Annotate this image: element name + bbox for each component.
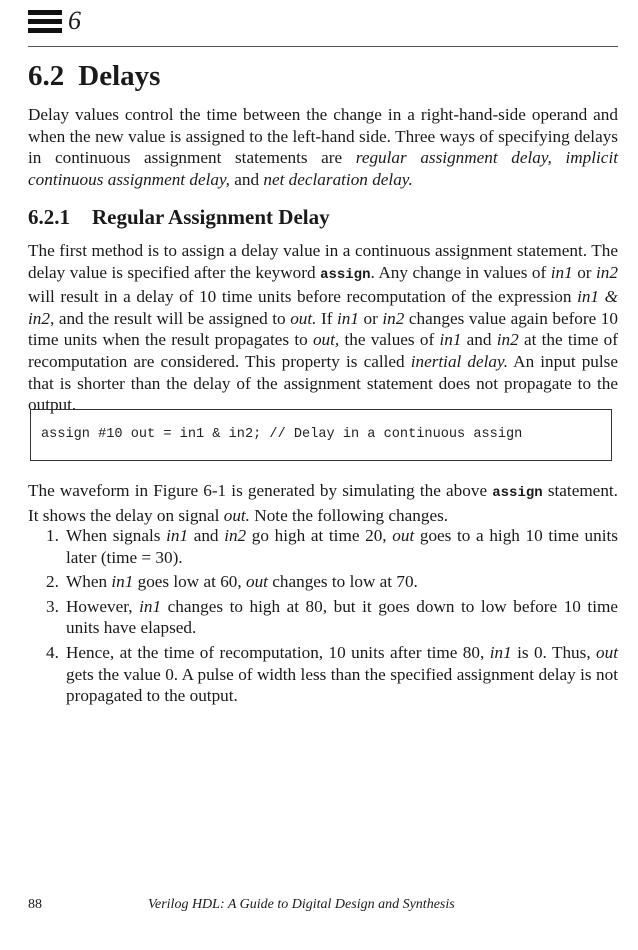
subsection-title: Regular Assignment Delay	[92, 205, 330, 229]
item-number: 3.	[46, 596, 59, 616]
section-title: Delays	[78, 60, 161, 92]
subsection-number: 6.2.1	[28, 205, 70, 229]
italic-run: in1 & in2,	[28, 287, 618, 328]
text-run: gets the value 0. A pulse of width less than the specified assignment delay is not propagated to the output.	[66, 664, 618, 706]
text-run: When	[66, 572, 112, 592]
section-heading	[28, 60, 160, 93]
italic-run: in1	[489, 642, 512, 662]
italic-run: out	[596, 642, 619, 662]
italic-run: in1	[111, 572, 134, 592]
list-item	[28, 525, 618, 568]
item-number: 2.	[46, 572, 59, 592]
item-number: 4.	[46, 642, 59, 662]
intro-paragraph	[28, 104, 618, 190]
text-run: or	[358, 308, 383, 328]
text-run: will result in a delay of 10 time units before recomputation of the expression	[28, 287, 578, 307]
italic-run: out.	[223, 505, 250, 525]
italic-run: in2	[596, 262, 618, 282]
text-run: Hence, at the time of recomputation, 10 units after time 80,	[66, 642, 490, 662]
waveform-paragraph	[28, 480, 618, 526]
text-run: goes to a high 10 time units later (time = 30).	[66, 526, 618, 567]
text-run: or	[572, 262, 597, 282]
italic-run: in2	[382, 308, 405, 328]
text-run: the values of	[339, 330, 440, 350]
italic-run: out,	[312, 330, 340, 350]
italic-run: in2	[224, 526, 247, 545]
italic-run: out	[245, 572, 268, 592]
text-run: However,	[66, 596, 140, 616]
text-run: at the time of recomputation are considered. This property is called	[28, 330, 618, 371]
text-run: is 0. Thus,	[511, 642, 597, 662]
text-run: and	[188, 526, 225, 545]
chapter-bars-icon	[28, 10, 62, 42]
text-run: If	[316, 308, 337, 328]
text-run: The waveform in Figure 6-1 is generated by simulating the above	[28, 481, 493, 500]
italic-run: inertial delay.	[410, 351, 508, 371]
text-run: goes low at 60,	[133, 572, 246, 592]
italic-run: out	[392, 526, 415, 545]
page-number: 88	[28, 897, 42, 912]
text-run: and	[461, 330, 497, 350]
text-run: . Any change in values of	[370, 262, 551, 282]
text-run: An input pulse that is shorter than the delay of the assignment statement does not propagate to the output.	[28, 351, 618, 415]
code-example-box	[30, 409, 612, 461]
italic-run: in2	[496, 330, 519, 350]
text-run: and	[229, 169, 264, 189]
header-rule	[28, 46, 618, 47]
italic-run: in1	[439, 330, 462, 350]
section-number: 6.2	[28, 60, 65, 92]
item-number: 1.	[46, 526, 59, 545]
text-run: Delay values control the time between the change in a right-hand-side operand and when the new value is assigned to the left-hand side. Three ways of specifying delays in continuous assignment statements are	[28, 105, 618, 168]
running-footer-title: Verilog HDL: A Guide to Digital Design and Synthesis	[148, 897, 455, 912]
text-run: go high at time 20,	[246, 526, 393, 545]
italic-run: net declaration delay.	[263, 169, 413, 189]
text-run: Note the following changes.	[249, 505, 449, 525]
changes-list	[28, 525, 618, 710]
italic-run: in1	[166, 526, 189, 545]
subsection-heading	[28, 205, 330, 230]
text-run: and the result will be assigned to	[54, 308, 291, 328]
code-line: assign #10 out = in1 & in2; // Delay in a continuous assign	[41, 427, 523, 442]
text-run: statement. It shows the delay on signal	[28, 481, 618, 525]
list-item	[28, 642, 618, 707]
italic-run: in1	[550, 262, 573, 282]
list-item	[28, 596, 618, 639]
italic-run: regular assignment delay, implicit continuous assignment delay,	[28, 148, 618, 189]
list-item	[28, 571, 618, 593]
text-run: When signals	[66, 526, 167, 545]
italic-run: in1	[139, 596, 162, 616]
text-run: changes to low at 70.	[267, 572, 418, 592]
text-run: changes to high at 80, but it goes down to low before 10 time units have elapsed.	[66, 596, 618, 638]
italic-run: out.	[290, 308, 317, 328]
chapter-number: 6	[68, 6, 81, 35]
italic-run: in1	[337, 308, 359, 328]
regular-delay-paragraph	[28, 240, 618, 416]
text-run: changes value again before 10 time units when the result propagates to	[28, 308, 618, 350]
text-run: The first method is to assign a delay value in a continuous assignment statement. The delay value is specified after the keyword	[28, 241, 618, 282]
keyword-run: assign	[320, 266, 371, 283]
keyword-run: assign	[492, 485, 543, 501]
